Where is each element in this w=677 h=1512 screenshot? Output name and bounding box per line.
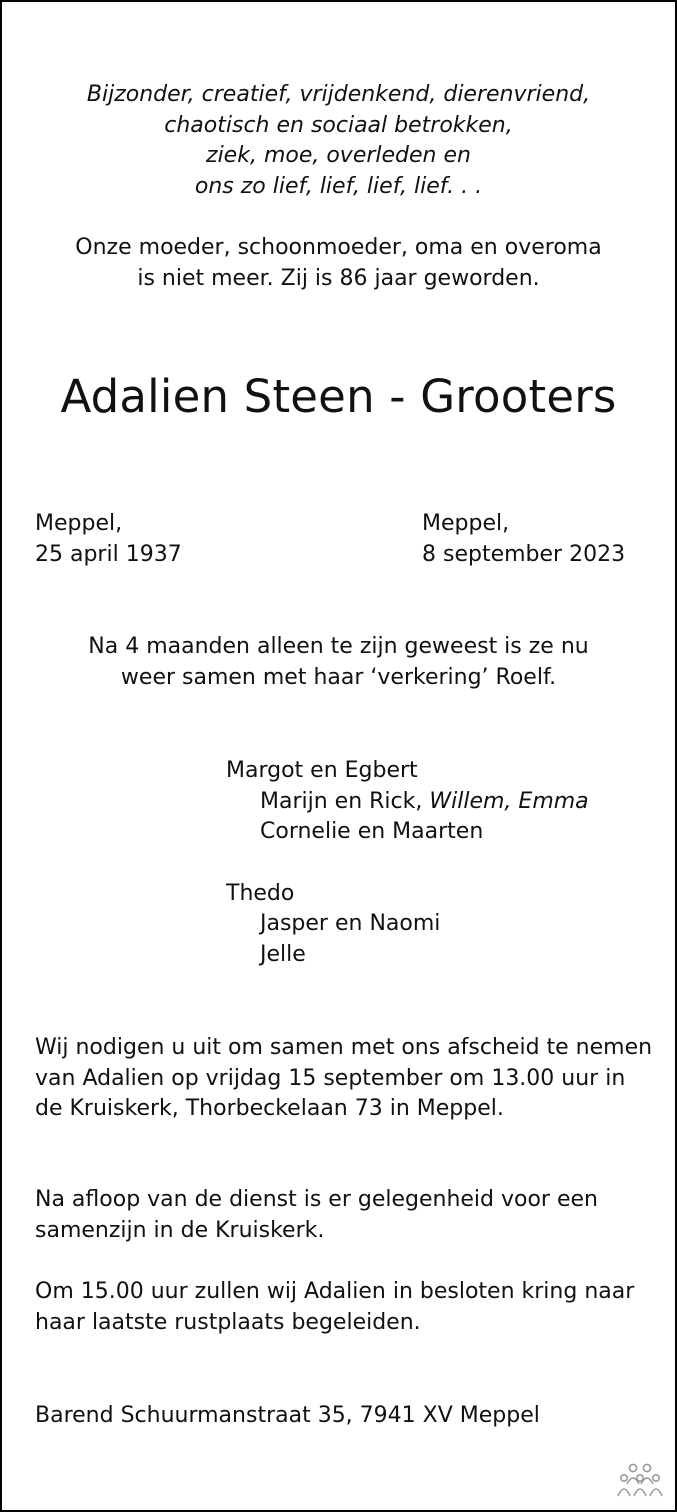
poem-line: chaotisch en sociaal betrokken, [164, 112, 513, 138]
poem [2, 80, 675, 202]
note-line: weer samen met haar ‘verkering’ Roelf. [120, 664, 557, 690]
gathering-info: Na afloop van de dienst is er gelegenheid voor een samenzijn in de Kruiskerk. [35, 1187, 598, 1243]
intro-text [2, 233, 675, 294]
address: Barend Schuurmanstraat 35, 7941 XV Meppel [35, 1403, 540, 1428]
family-list [226, 756, 589, 970]
great-grandchildren-names: Willem, Emma [429, 788, 589, 814]
family-member-names: Marijn en Rick, [260, 788, 430, 814]
funeral-invitation: Wij nodigen u uit om samen met ons afscheid te nemen van Adalien op vrijdag 15 september om 13.00 uur in de Kruiskerk, Thorbeckelaan 73 in Meppel. [35, 1035, 653, 1121]
intro-line: is niet meer. Zij is 86 jaar geworden. [137, 265, 540, 291]
poem-line: ziek, moe, overleden en [206, 143, 471, 168]
note-line: Na 4 maanden alleen te zijn geweest is ze nu [88, 634, 589, 659]
family-spacer [226, 848, 589, 879]
family-head: Margot en Egbert [226, 758, 418, 783]
people-group-icon [617, 1462, 663, 1498]
reunion-note [2, 632, 675, 693]
death-place: Meppel, [422, 511, 510, 536]
birth-date: 25 april 1937 [35, 541, 182, 567]
family-head: Thedo [226, 880, 295, 906]
death-info [422, 509, 625, 570]
birth-info [35, 509, 182, 570]
intro-line: Onze moeder, schoonmoeder, oma en overoma [75, 235, 602, 260]
poem-line: Bijzonder, creatief, vrijdenkend, dierenvriend, [86, 82, 591, 107]
burial-info: Om 15.00 uur zullen wij Adalien in besloten kring naar haar laatste rustplaats begeleiden. [35, 1279, 635, 1335]
family-member-line: Jelle [260, 941, 306, 967]
family-member-line: Jasper en Naomi [260, 911, 441, 936]
family-member-line: Cornelie en Maarten [260, 819, 484, 844]
family-member-line [226, 787, 589, 818]
deceased-name: Adalien Steen - Grooters [60, 370, 617, 423]
death-date: 8 september 2023 [422, 541, 626, 567]
poem-line: ons zo lief, lief, lief, lief. . . [194, 173, 483, 199]
birth-place: Meppel, [35, 511, 123, 536]
